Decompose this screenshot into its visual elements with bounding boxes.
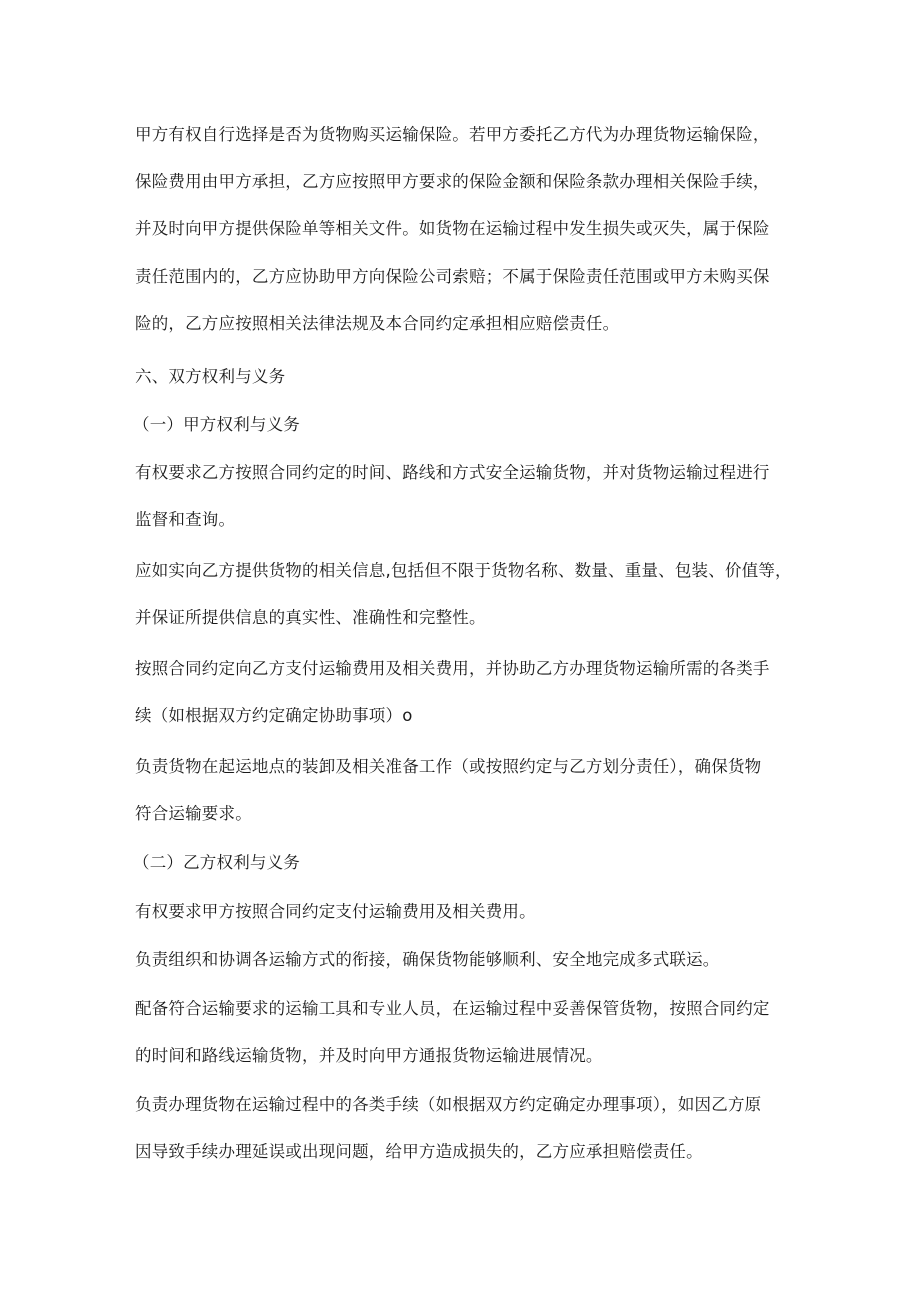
text-line: 按照合同约定向乙方支付运输费用及相关费用，并协助乙方办理货物运输所需的各类手 [135,659,770,678]
section-heading: 六、双方权利与义务 [135,367,286,386]
text-line: 有权要求乙方按照合同约定的时间、路线和方式安全运输货物，并对货物运输过程进行 [135,463,770,482]
text-line: 负责组织和协调各运输方式的衔接，确保货物能够顺利、安全地完成多式联运。 [135,950,720,969]
text-line: 并及时向甲方提供保险单等相关文件。如货物在运输过程中发生损失或灭失，属于保险 [135,219,770,238]
text-line: 险的，乙方应按照相关法律法规及本合同约定承担相应赔偿责任。 [135,314,620,333]
text-line: 保险费用由甲方承担，乙方应按照甲方要求的保险金额和保险条款办理相关保险手续， [135,172,770,191]
text-line: 甲方有权自行选择是否为货物购买运输保险。若甲方委托乙方代为办理货物运输保险， [135,125,770,144]
text-line: 因导致手续办理延误或出现问题，给甲方造成损失的，乙方应承担赔偿责任。 [135,1142,703,1161]
text-line: 有权要求甲方按照合同约定支付运输费用及相关费用。 [135,902,536,921]
text-line: 负责货物在起运地点的装卸及相关准备工作（或按照约定与乙方划分责任），确保货物 [135,757,762,776]
text-line: 负责办理货物在运输过程中的各类手续（如根据双方约定确定办理事项），如因乙方原 [135,1095,762,1114]
text-line: 符合运输要求。 [135,804,252,823]
text-line: 续（如根据双方约定确定协助事项）o [135,706,413,725]
text-line: 并保证所提供信息的真实性、准确性和完整性。 [135,608,486,627]
text-line: 监督和查询。 [135,510,236,529]
text-line: 配备符合运输要求的运输工具和专业人员，在运输过程中妥善保管货物，按照合同约定 [135,999,770,1018]
text-line: 应如实向乙方提供货物的相关信息,包括但不限于货物名称、数量、重量、包装、价值等， [135,561,792,580]
subsection-heading: （一）甲方权利与义务 [133,415,300,434]
text-line: 的时间和路线运输货物，并及时向甲方通报货物运输进展情况。 [135,1046,603,1065]
subsection-heading: （二）乙方权利与义务 [133,853,300,872]
text-line: 责任范围内的，乙方应协助甲方向保险公司索赔；不属于保险责任范围或甲方未购买保 [135,267,770,286]
